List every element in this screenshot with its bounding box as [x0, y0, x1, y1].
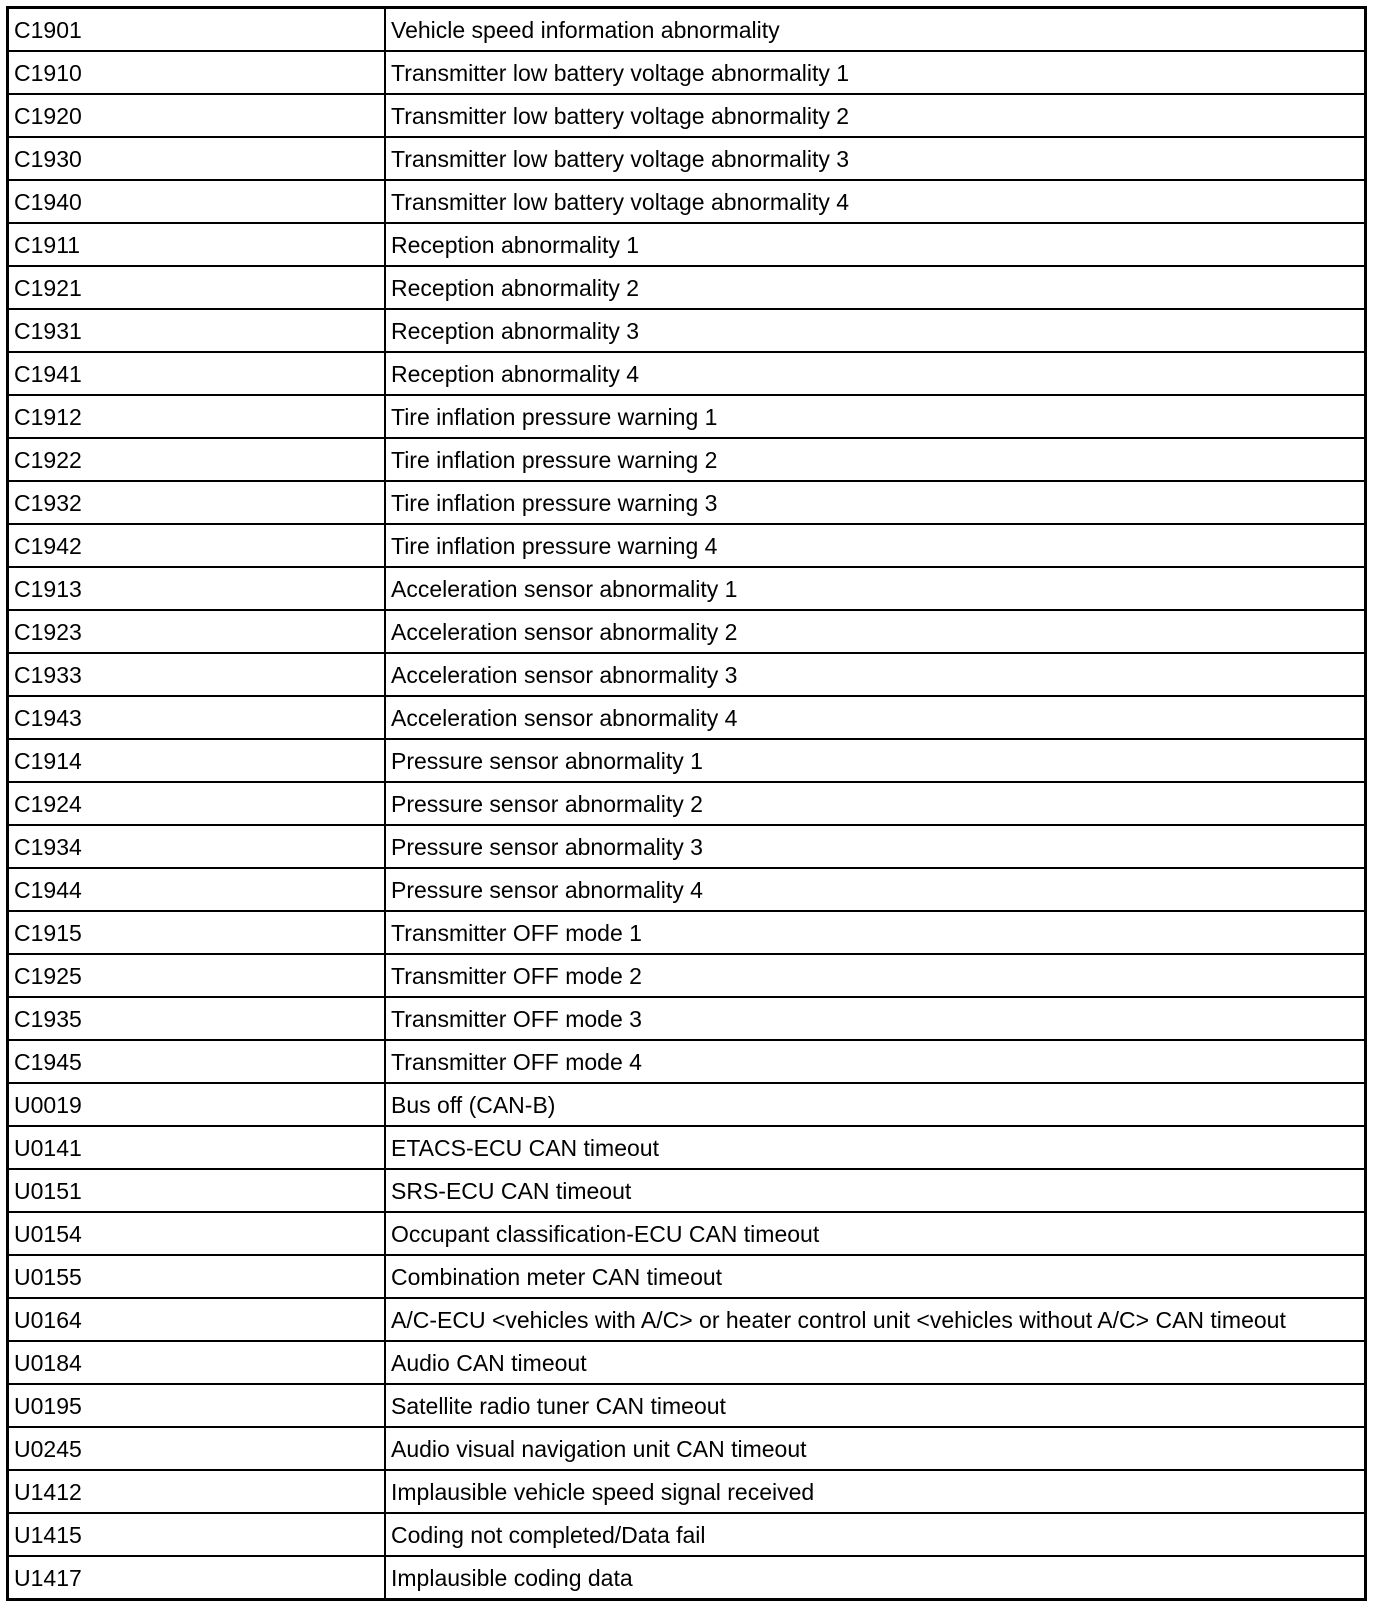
table-row	[8, 610, 1366, 653]
table-row	[8, 1556, 1366, 1600]
dtc-table-body	[8, 8, 1366, 1600]
dtc-description-cell: Acceleration sensor abnormality 3	[385, 653, 1366, 696]
dtc-description-cell: Transmitter OFF mode 3	[385, 997, 1366, 1040]
table-row	[8, 1427, 1366, 1470]
dtc-description-cell: Implausible vehicle speed signal received	[385, 1470, 1366, 1513]
table-row	[8, 223, 1366, 266]
dtc-description-cell: ETACS-ECU CAN timeout	[385, 1126, 1366, 1169]
dtc-code-cell: C1932	[8, 481, 386, 524]
table-row	[8, 309, 1366, 352]
dtc-code-cell: C1920	[8, 94, 386, 137]
table-row	[8, 395, 1366, 438]
dtc-code-cell: C1924	[8, 782, 386, 825]
dtc-description-cell: A/C-ECU <vehicles with A/C> or heater control unit <vehicles without A/C> CAN timeout	[385, 1298, 1366, 1341]
dtc-description-cell: Implausible coding data	[385, 1556, 1366, 1600]
dtc-description-cell: Pressure sensor abnormality 2	[385, 782, 1366, 825]
dtc-description-cell: Tire inflation pressure warning 3	[385, 481, 1366, 524]
dtc-code-cell: U0245	[8, 1427, 386, 1470]
table-row	[8, 94, 1366, 137]
dtc-code-cell: C1922	[8, 438, 386, 481]
dtc-description-cell: Tire inflation pressure warning 1	[385, 395, 1366, 438]
dtc-code-cell: U0195	[8, 1384, 386, 1427]
dtc-description-cell: Reception abnormality 3	[385, 309, 1366, 352]
dtc-description-cell: Audio visual navigation unit CAN timeout	[385, 1427, 1366, 1470]
dtc-description-cell: Transmitter OFF mode 2	[385, 954, 1366, 997]
dtc-description-cell: Transmitter low battery voltage abnormality 4	[385, 180, 1366, 223]
dtc-code-cell: C1945	[8, 1040, 386, 1083]
dtc-description-cell: Transmitter low battery voltage abnormality 2	[385, 94, 1366, 137]
table-row	[8, 954, 1366, 997]
dtc-description-cell: Transmitter low battery voltage abnormality 3	[385, 137, 1366, 180]
dtc-code-cell: U0184	[8, 1341, 386, 1384]
table-row	[8, 1255, 1366, 1298]
table-row	[8, 696, 1366, 739]
dtc-description-cell: Combination meter CAN timeout	[385, 1255, 1366, 1298]
table-row	[8, 137, 1366, 180]
dtc-code-cell: U1415	[8, 1513, 386, 1556]
dtc-code-cell: C1933	[8, 653, 386, 696]
dtc-description-cell: Transmitter OFF mode 4	[385, 1040, 1366, 1083]
dtc-description-cell: Coding not completed/Data fail	[385, 1513, 1366, 1556]
dtc-description-cell: Occupant classification-ECU CAN timeout	[385, 1212, 1366, 1255]
table-row	[8, 438, 1366, 481]
dtc-code-cell: C1910	[8, 51, 386, 94]
dtc-code-cell: C1943	[8, 696, 386, 739]
dtc-description-cell: Reception abnormality 1	[385, 223, 1366, 266]
dtc-code-cell: C1901	[8, 8, 386, 52]
table-row	[8, 1212, 1366, 1255]
dtc-code-cell: C1942	[8, 524, 386, 567]
table-row	[8, 1126, 1366, 1169]
dtc-description-cell: Acceleration sensor abnormality 4	[385, 696, 1366, 739]
dtc-description-cell: Reception abnormality 4	[385, 352, 1366, 395]
dtc-code-cell: C1913	[8, 567, 386, 610]
dtc-code-cell: U0155	[8, 1255, 386, 1298]
table-row	[8, 782, 1366, 825]
dtc-description-cell: SRS-ECU CAN timeout	[385, 1169, 1366, 1212]
table-row	[8, 352, 1366, 395]
dtc-code-cell: C1930	[8, 137, 386, 180]
dtc-description-cell: Satellite radio tuner CAN timeout	[385, 1384, 1366, 1427]
table-row	[8, 1083, 1366, 1126]
dtc-code-cell: C1912	[8, 395, 386, 438]
table-row	[8, 524, 1366, 567]
dtc-description-cell: Vehicle speed information abnormality	[385, 8, 1366, 52]
dtc-description-cell: Acceleration sensor abnormality 1	[385, 567, 1366, 610]
dtc-code-cell: C1941	[8, 352, 386, 395]
dtc-code-cell: C1944	[8, 868, 386, 911]
dtc-code-cell: C1923	[8, 610, 386, 653]
dtc-description-cell: Pressure sensor abnormality 4	[385, 868, 1366, 911]
dtc-code-cell: C1940	[8, 180, 386, 223]
table-row	[8, 180, 1366, 223]
dtc-code-cell: C1921	[8, 266, 386, 309]
dtc-description-cell: Bus off (CAN-B)	[385, 1083, 1366, 1126]
dtc-description-cell: Acceleration sensor abnormality 2	[385, 610, 1366, 653]
dtc-description-cell: Reception abnormality 2	[385, 266, 1366, 309]
table-row	[8, 825, 1366, 868]
table-row	[8, 911, 1366, 954]
table-row	[8, 1169, 1366, 1212]
dtc-code-cell: C1925	[8, 954, 386, 997]
table-row	[8, 1040, 1366, 1083]
dtc-description-cell: Tire inflation pressure warning 4	[385, 524, 1366, 567]
dtc-description-cell: Transmitter low battery voltage abnormality 1	[385, 51, 1366, 94]
dtc-code-cell: U0141	[8, 1126, 386, 1169]
dtc-code-cell: U0154	[8, 1212, 386, 1255]
table-row	[8, 8, 1366, 52]
table-row	[8, 51, 1366, 94]
table-row	[8, 653, 1366, 696]
dtc-code-cell: C1934	[8, 825, 386, 868]
dtc-description-cell: Tire inflation pressure warning 2	[385, 438, 1366, 481]
table-row	[8, 481, 1366, 524]
dtc-description-cell: Pressure sensor abnormality 3	[385, 825, 1366, 868]
table-row	[8, 1341, 1366, 1384]
dtc-description-cell: Transmitter OFF mode 1	[385, 911, 1366, 954]
table-row	[8, 739, 1366, 782]
dtc-code-cell: U1412	[8, 1470, 386, 1513]
table-row	[8, 1513, 1366, 1556]
dtc-description-cell: Pressure sensor abnormality 1	[385, 739, 1366, 782]
dtc-description-cell: Audio CAN timeout	[385, 1341, 1366, 1384]
dtc-table	[6, 6, 1367, 1601]
dtc-code-cell: U0164	[8, 1298, 386, 1341]
dtc-code-cell: C1935	[8, 997, 386, 1040]
dtc-code-cell: C1931	[8, 309, 386, 352]
dtc-code-cell: C1914	[8, 739, 386, 782]
table-row	[8, 1470, 1366, 1513]
dtc-code-cell: U0151	[8, 1169, 386, 1212]
dtc-code-cell: U1417	[8, 1556, 386, 1600]
table-row	[8, 868, 1366, 911]
table-row	[8, 997, 1366, 1040]
table-row	[8, 567, 1366, 610]
dtc-code-cell: C1911	[8, 223, 386, 266]
dtc-code-cell: C1915	[8, 911, 386, 954]
dtc-code-cell: U0019	[8, 1083, 386, 1126]
table-row	[8, 1384, 1366, 1427]
table-row	[8, 266, 1366, 309]
table-row	[8, 1298, 1366, 1341]
